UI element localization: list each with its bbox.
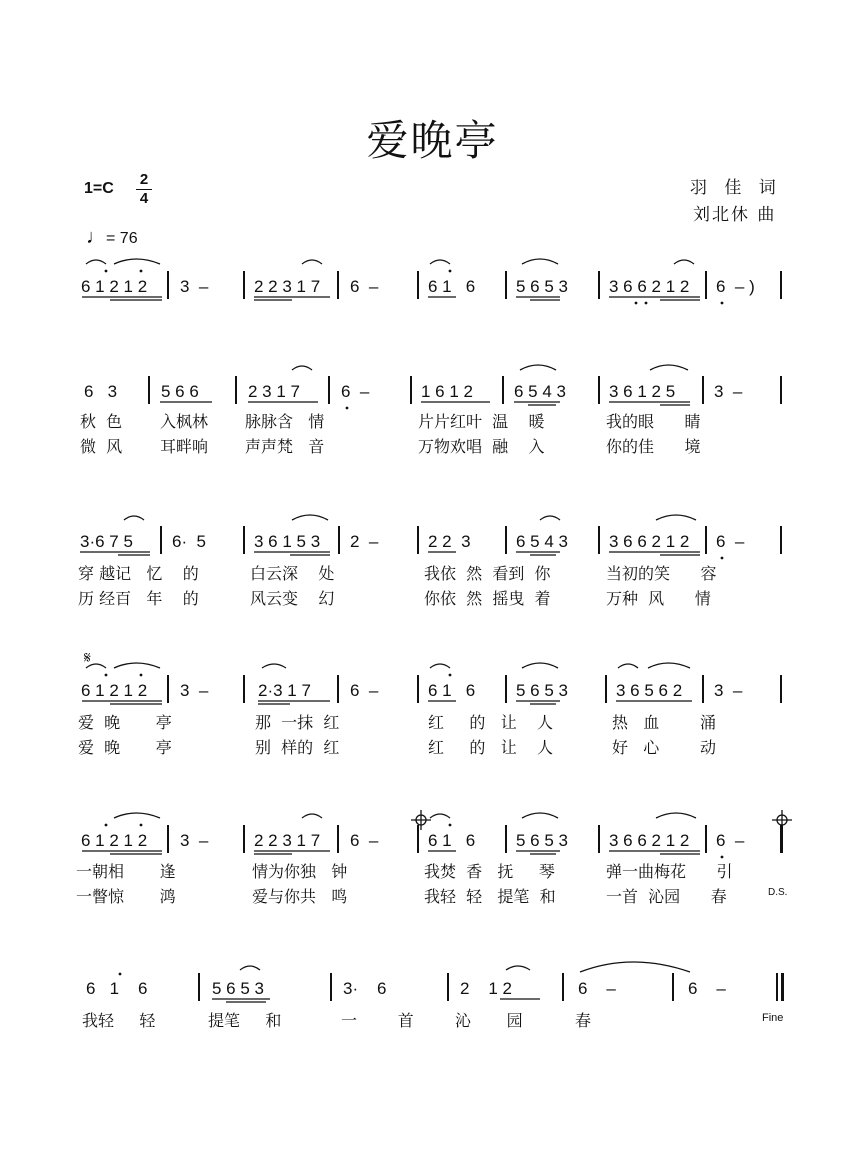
lyric: 一 首: [341, 1011, 414, 1030]
beam-line: [82, 297, 700, 300]
octave-dot: [105, 270, 108, 273]
coda-icon: [772, 810, 792, 830]
lyric: 白云深 处: [250, 564, 335, 583]
octave-dot: [721, 856, 724, 859]
measure: 6 –: [341, 382, 370, 401]
measure: 2 3 1 7: [248, 382, 300, 401]
slur: [292, 365, 688, 370]
lyric: 我的眼 睛: [606, 412, 701, 431]
lyric: 春: [575, 1011, 592, 1030]
measure: 6 –: [688, 979, 726, 998]
lyric: 好 心 动: [612, 738, 716, 757]
lyric: 红 的 让 人: [428, 713, 554, 732]
lyric: 一朝相 逢: [76, 862, 176, 881]
octave-dot: [119, 973, 122, 976]
beam-line: [82, 851, 700, 854]
lyric: 弹一曲梅花 引: [606, 862, 733, 881]
lyric: 当初的笑 容: [606, 564, 717, 583]
measure: 6 1 2 1 2: [81, 831, 148, 850]
lyric: 我焚 香 抚 琴: [424, 862, 555, 881]
lyric: 万种 风 情: [606, 589, 711, 608]
measure: 6 1 2 1 2: [81, 277, 148, 296]
measure: 5 6 5 3: [516, 277, 568, 296]
octave-dot: [449, 270, 452, 273]
octave-dot: [635, 302, 638, 305]
quarter-note-icon: ♩: [86, 226, 106, 248]
measure: 3 –: [714, 382, 743, 401]
octave-dot: [449, 674, 452, 677]
octave-dot: [140, 674, 143, 677]
lyric: 爱 晚 亭: [78, 738, 172, 757]
lyric: 提笔 和: [208, 1011, 282, 1030]
slur: [114, 813, 696, 818]
measure: 3 –: [180, 277, 209, 296]
measure: 3 6 6 2 1 2: [609, 277, 690, 296]
measure: 1 6 1 2: [421, 382, 473, 401]
ds-mark: D.S.: [768, 887, 788, 898]
measure: 6 –: [350, 277, 379, 296]
measure: 6 –: [350, 831, 379, 850]
measure: 3 –: [180, 681, 209, 700]
beam-line: [82, 701, 692, 704]
lyric: 声声梵 音: [245, 437, 325, 456]
song-title: 爱晚亭: [366, 116, 499, 165]
measure: 6 –: [716, 532, 745, 551]
beam-line: [212, 999, 540, 1002]
lyric: 万物欢唱 融 入: [418, 437, 545, 456]
lyric: 红 的 让 人: [428, 738, 554, 757]
measure: 6 – ): [716, 277, 755, 296]
coda-icon: [411, 810, 431, 830]
measure: 6 1 6: [428, 681, 476, 700]
measure: 2 2 3 1 7: [254, 277, 321, 296]
lyric: 风云变 幻: [250, 589, 335, 608]
measure: 6 –: [578, 979, 616, 998]
octave-dot: [645, 302, 648, 305]
tempo-value: = 76: [106, 230, 138, 247]
measure: 2 2 3: [428, 532, 471, 551]
measure: 6 1 6: [428, 831, 476, 850]
lyric: 一首 沁园 春: [606, 887, 727, 906]
octave-dot: [346, 407, 349, 410]
lyric: 历 经百 年 的: [78, 589, 199, 608]
lyric: 片片红叶 温 暖: [418, 412, 545, 431]
measure: 2 2 3 1 7: [254, 831, 321, 850]
lyric: 情为你独 钟: [252, 862, 348, 881]
lyric: 你的佳 境: [606, 437, 701, 456]
measure: 3 6 1 5 3: [254, 532, 321, 551]
measure: 6 1 6: [428, 277, 476, 296]
measure: 5 6 5 3: [516, 681, 568, 700]
lyric: 那 一抹 红: [255, 713, 340, 732]
octave-dot: [721, 557, 724, 560]
measure: 2 1 2: [460, 979, 512, 998]
measure: 6· 5: [172, 532, 207, 551]
measure: 2 –: [350, 532, 379, 551]
octave-dot: [105, 824, 108, 827]
lyric: 别 样的 红: [255, 738, 340, 757]
lyric: 爱与你共 鸣: [252, 887, 348, 906]
lyric: 我依 然 看到 你: [424, 564, 551, 583]
composer-credit: 刘北休 曲: [693, 205, 777, 225]
lyric: 沁 园: [455, 1011, 523, 1030]
measure: 3· 6: [343, 979, 387, 998]
measure: 6 –: [350, 681, 379, 700]
lyric: 我轻 轻: [82, 1011, 156, 1030]
lyricist-credit: 羽 佳 词: [690, 178, 782, 198]
measure: 3 6 1 2 5: [609, 382, 676, 401]
octave-dot: [140, 824, 143, 827]
lyric: 一瞥惊 鸿: [76, 887, 176, 906]
measure: 3 6 6 2 1 2: [609, 831, 690, 850]
octave-dot: [721, 302, 724, 305]
lyric: 我轻 轻 提笔 和: [424, 887, 556, 906]
measure: 2·3 1 7: [258, 681, 311, 700]
segno-icon: 𝄋: [84, 650, 91, 667]
lyric: 秋 色: [80, 412, 123, 431]
time-signature-bottom: 4: [139, 190, 149, 207]
slur: [240, 962, 690, 972]
measure: 5 6 5 3: [212, 979, 264, 998]
measure: 5 6 6: [161, 382, 199, 401]
measure: 6 –: [716, 831, 745, 850]
lyric: 爱 晚 亭: [78, 713, 172, 732]
lyric: 热 血 涌: [612, 713, 716, 732]
measure: 3 6 6 2 1 2: [609, 532, 690, 551]
lyric: 脉脉含 情: [245, 412, 325, 431]
key-signature: 1=C: [84, 180, 114, 197]
measure: 6 3: [84, 382, 118, 401]
octave-dot: [105, 674, 108, 677]
fine-mark: Fine: [762, 1012, 784, 1024]
slur: [124, 515, 696, 520]
measure: 3·6 7 5: [80, 532, 133, 551]
lyric: 入枫林: [160, 412, 209, 431]
beam-line: [160, 402, 690, 405]
beam-line: [80, 552, 700, 555]
slur: [86, 663, 690, 668]
lyric: 耳畔响: [160, 437, 209, 456]
measure: 3 6 5 6 2: [616, 681, 683, 700]
measure: 3 –: [180, 831, 209, 850]
time-signature-top: 2: [139, 171, 149, 188]
measure: 5 6 5 3: [516, 831, 568, 850]
measure: 6 1 2 1 2: [81, 681, 148, 700]
measure: 6 1 6: [86, 979, 148, 998]
measure: 6 5 4 3: [514, 382, 566, 401]
lyric: 你依 然 摇曳 着: [424, 589, 551, 608]
lyric: 穿 越记 忆 的: [78, 564, 199, 583]
lyric: 微 风: [80, 437, 123, 456]
octave-dot: [140, 270, 143, 273]
slur: [86, 259, 694, 264]
measure: 6 5 4 3: [516, 532, 568, 551]
octave-dot: [449, 824, 452, 827]
measure: 3 –: [714, 681, 743, 700]
